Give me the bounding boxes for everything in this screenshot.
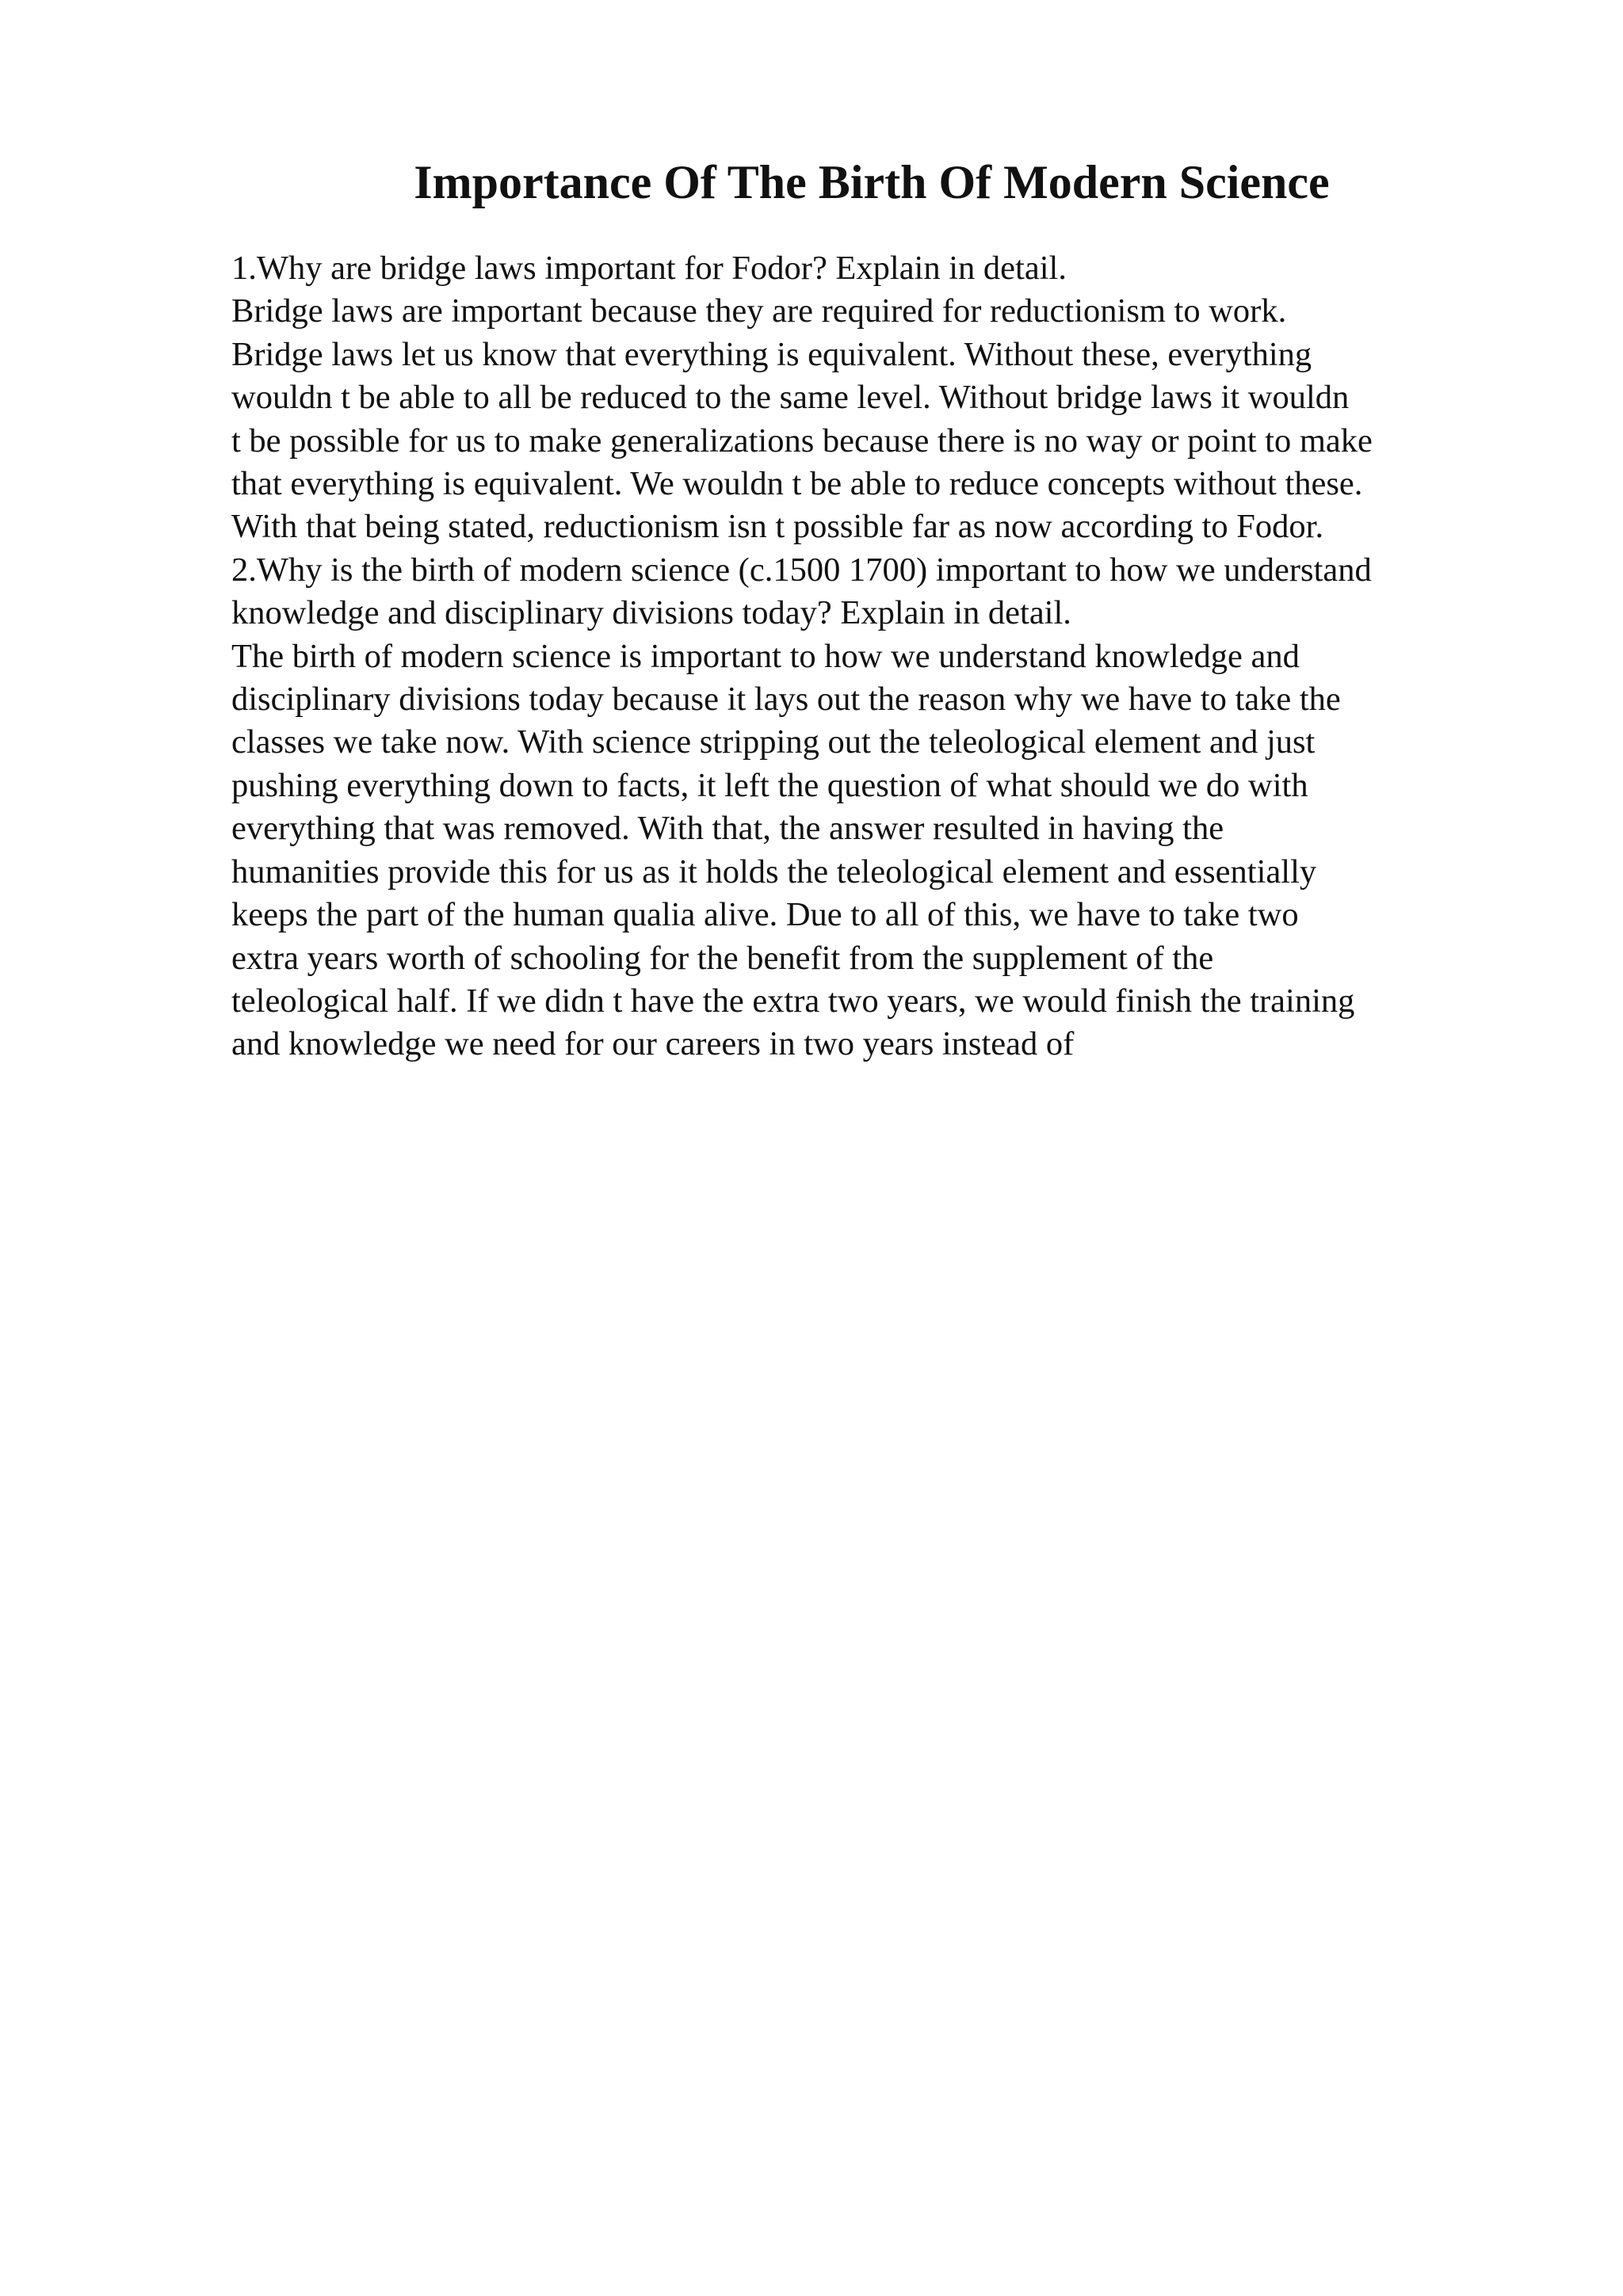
answer-2-line-1: The birth of modern science is important to how we understand knowledge and <box>231 637 1300 675</box>
answer-2-line-8: extra years worth of schooling for the benefit from the supplement of the <box>231 939 1214 977</box>
question-1-line: 1.Why are bridge laws important for Fodor? Explain in detail. <box>231 250 1067 287</box>
document-body <box>231 247 1531 1066</box>
answer-1-line-5: that everything is equivalent. We wouldn t be able to reduce concepts without these. <box>231 465 1363 503</box>
answer-2-line-9: teleological half. If we didn t have the extra two years, we would finish the training <box>231 982 1355 1020</box>
answer-2-line-3: classes we take now. With science stripping out the teleological element and just <box>231 723 1316 761</box>
answer-1-line-2: Bridge laws let us know that everything is equivalent. Without these, everything <box>231 335 1312 373</box>
answer-1-line-3: wouldn t be able to all be reduced to the same level. Without bridge laws it wouldn <box>231 379 1350 417</box>
answer-2-line-5: everything that was removed. With that, the answer resulted in having the <box>231 810 1224 848</box>
document-title: Importance Of The Birth Of Modern Science <box>414 156 1330 208</box>
question-2-line-2: knowledge and disciplinary divisions today? Explain in detail. <box>231 594 1071 632</box>
answer-1-line-1: Bridge laws are important because they are required for reductionism to work. <box>231 292 1287 330</box>
answer-2-line-10: and knowledge we need for our careers in two years instead of <box>231 1025 1075 1063</box>
question-2-line-1: 2.Why is the birth of modern science (c.1500 1700) important to how we understand <box>231 551 1372 589</box>
answer-1-line-6: With that being stated, reductionism isn t possible far as now according to Fodor. <box>231 508 1324 546</box>
answer-2-line-2: disciplinary divisions today because it lays out the reason why we have to take the <box>231 681 1341 719</box>
answer-2-line-7: keeps the part of the human qualia alive. Due to all of this, we have to take two <box>231 896 1299 934</box>
answer-2-line-4: pushing everything down to facts, it left the question of what should we do with <box>231 766 1308 804</box>
answer-1-line-4: t be possible for us to make generalizations because there is no way or point to make <box>231 421 1373 460</box>
answer-2-line-6: humanities provide this for us as it holds the teleological element and essentially <box>231 852 1317 891</box>
